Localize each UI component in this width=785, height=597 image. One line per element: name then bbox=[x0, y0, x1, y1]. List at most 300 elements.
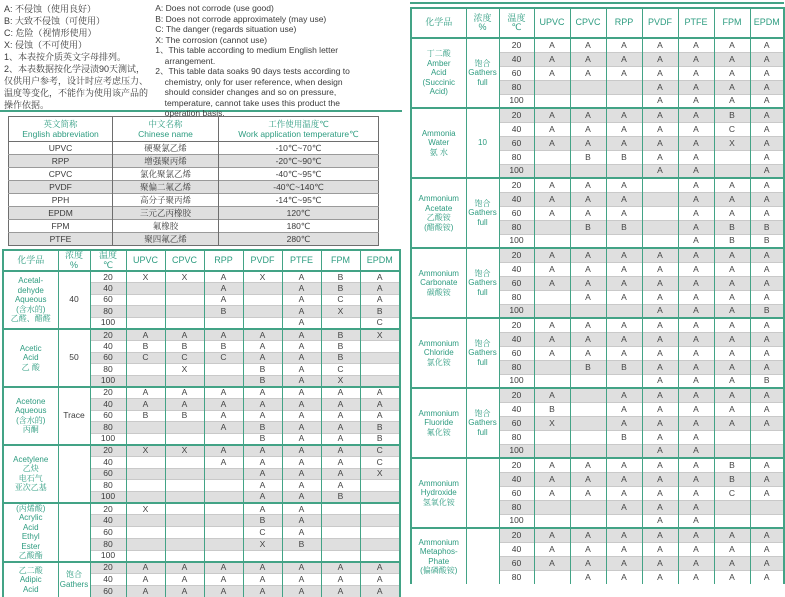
concentration-cell bbox=[466, 38, 499, 108]
rating-cell: B bbox=[321, 491, 360, 503]
rating-cell bbox=[126, 538, 165, 550]
rating-cell: A bbox=[126, 585, 165, 597]
rating-cell: A bbox=[282, 585, 321, 597]
temperature-cell: 40 bbox=[499, 52, 534, 66]
rating-cell: A bbox=[750, 290, 784, 304]
abbrev-row bbox=[9, 207, 379, 220]
rating-cell: A bbox=[678, 150, 714, 164]
rating-cell: A bbox=[243, 399, 282, 411]
header-zh: 中文名称 bbox=[148, 119, 183, 129]
header-line: UPVC bbox=[539, 17, 565, 28]
temperature-cell: 80 bbox=[90, 480, 126, 492]
rating-cell: A bbox=[204, 457, 243, 469]
rating-cell: A bbox=[642, 374, 678, 388]
rating-cell: A bbox=[678, 122, 714, 136]
rating-cell: A bbox=[678, 556, 714, 570]
rating-cell bbox=[360, 352, 400, 364]
rating-cell: A bbox=[282, 503, 321, 515]
rating-cell: A bbox=[714, 248, 750, 262]
text-line: 丙酮 bbox=[22, 425, 39, 435]
rating-cell: A bbox=[678, 472, 714, 486]
text-line: 饱合 bbox=[474, 268, 491, 278]
rating-cell: B bbox=[321, 271, 360, 283]
rating-cell: B bbox=[282, 538, 321, 550]
legend-line: A: 不侵蚀（使用良好） bbox=[4, 4, 97, 14]
rating-cell: A bbox=[750, 150, 784, 164]
rating-cell: A bbox=[204, 585, 243, 597]
rating-cell: A bbox=[750, 108, 784, 122]
rating-cell: A bbox=[606, 276, 642, 290]
rating-cell: A bbox=[534, 262, 570, 276]
rating-cell: B bbox=[321, 329, 360, 341]
chemical-column-header bbox=[411, 8, 466, 38]
temperature-cell: 100 bbox=[499, 444, 534, 458]
rating-cell bbox=[360, 341, 400, 353]
legend-line: 2、本表数据按化学浸渍90天测试， bbox=[4, 64, 146, 74]
temperature-cell: 80 bbox=[499, 570, 534, 584]
rating-cell: A bbox=[642, 500, 678, 514]
header-line: CPVC bbox=[171, 254, 197, 265]
rating-cell: A bbox=[750, 206, 784, 220]
rating-cell bbox=[606, 234, 642, 248]
header-line: 温度 bbox=[507, 12, 526, 23]
rating-cell: A bbox=[282, 271, 321, 283]
rating-cell: A bbox=[678, 262, 714, 276]
rating-cell bbox=[126, 306, 165, 318]
temperature-cell: 20 bbox=[90, 445, 126, 457]
rating-cell: A bbox=[570, 486, 606, 500]
legend-english bbox=[155, 3, 402, 118]
rating-cell bbox=[165, 433, 204, 445]
rating-cell: A bbox=[606, 528, 642, 542]
rating-cell: A bbox=[243, 585, 282, 597]
text-line: 丁二酸 bbox=[426, 49, 451, 59]
rating-cell: A bbox=[165, 573, 204, 585]
rating-cell: B bbox=[321, 352, 360, 364]
temperature-cell: 100 bbox=[499, 94, 534, 108]
rating-cell: A bbox=[321, 562, 360, 574]
rating-cell bbox=[750, 514, 784, 528]
rating-cell: A bbox=[750, 122, 784, 136]
abbrev-row bbox=[9, 168, 379, 181]
rating-cell: A bbox=[534, 248, 570, 262]
rating-cell bbox=[360, 491, 400, 503]
rating-cell: A bbox=[534, 332, 570, 346]
temperature-cell: 20 bbox=[90, 271, 126, 283]
concentration-cell bbox=[466, 108, 499, 178]
rating-cell: A bbox=[204, 387, 243, 399]
rating-cell bbox=[714, 150, 750, 164]
rating-cell: A bbox=[570, 332, 606, 346]
rating-cell bbox=[165, 526, 204, 538]
rating-cell bbox=[165, 422, 204, 434]
rating-cell: A bbox=[243, 387, 282, 399]
rating-cell: A bbox=[321, 399, 360, 411]
rating-cell: A bbox=[678, 38, 714, 52]
rating-cell bbox=[165, 538, 204, 550]
legend-line: 2、This table data soaks 90 days tests according to bbox=[155, 66, 350, 76]
rating-cell bbox=[714, 430, 750, 444]
chemical-name-cell bbox=[411, 458, 466, 528]
temperature-cell: 40 bbox=[499, 472, 534, 486]
text-line: Aqueous bbox=[14, 295, 47, 305]
concentration-cell bbox=[466, 318, 499, 388]
text-line: 饱合 bbox=[474, 408, 491, 418]
rating-cell: A bbox=[534, 122, 570, 136]
rating-cell: A bbox=[282, 468, 321, 480]
rating-cell: A bbox=[678, 94, 714, 108]
text-line: dehyde bbox=[17, 285, 44, 295]
rating-cell: A bbox=[243, 341, 282, 353]
rating-cell bbox=[570, 500, 606, 514]
rating-cell: B bbox=[204, 341, 243, 353]
rating-cell: A bbox=[282, 317, 321, 329]
rating-cell bbox=[606, 444, 642, 458]
product-column-header-fpm bbox=[714, 8, 750, 38]
rating-cell: A bbox=[321, 480, 360, 492]
rating-cell bbox=[165, 294, 204, 306]
text-line: 碳酸铵 bbox=[426, 287, 451, 297]
rating-cell: A bbox=[642, 472, 678, 486]
rating-cell bbox=[204, 317, 243, 329]
text-line: 10 bbox=[478, 138, 487, 148]
rating-cell: A bbox=[243, 468, 282, 480]
text-line: Ammonium bbox=[418, 478, 459, 488]
rating-cell: A bbox=[360, 271, 400, 283]
temperature-cell: 100 bbox=[90, 550, 126, 562]
rating-cell: C bbox=[243, 526, 282, 538]
product-column-header-cpvc bbox=[165, 250, 204, 271]
rating-cell: A bbox=[321, 422, 360, 434]
rating-cell: B bbox=[570, 360, 606, 374]
rating-cell bbox=[360, 364, 400, 376]
work-temp-cell: 180℃ bbox=[219, 220, 379, 233]
text-line: Chloride bbox=[423, 348, 454, 358]
product-column-header-upvc bbox=[126, 250, 165, 271]
rating-cell bbox=[321, 515, 360, 527]
legend-line: B: Does not corrode approximately (may use) bbox=[155, 13, 327, 24]
text-line: 乙酸酯 bbox=[18, 551, 43, 561]
rating-cell: A bbox=[360, 410, 400, 422]
chinese-name-cell: 聚偏二氟乙烯 bbox=[113, 181, 219, 194]
product-column-header-rpp bbox=[204, 250, 243, 271]
rating-cell: A bbox=[534, 178, 570, 192]
rating-cell bbox=[534, 374, 570, 388]
temperature-cell: 20 bbox=[90, 503, 126, 515]
text-line: 电石气 bbox=[18, 473, 43, 483]
legend-line: C: 危险（视情形使用） bbox=[4, 28, 97, 38]
temperature-cell: 60 bbox=[499, 136, 534, 150]
concentration-cell bbox=[58, 503, 90, 562]
rating-cell: C bbox=[126, 352, 165, 364]
rating-cell: A bbox=[642, 108, 678, 122]
rating-cell: A bbox=[165, 329, 204, 341]
rating-cell: A bbox=[750, 248, 784, 262]
rating-cell: A bbox=[642, 304, 678, 318]
rating-cell: A bbox=[606, 556, 642, 570]
rating-cell bbox=[570, 416, 606, 430]
temperature-cell: 80 bbox=[499, 80, 534, 94]
rating-cell bbox=[126, 526, 165, 538]
compatibility-table-left bbox=[2, 249, 401, 597]
rating-cell: A bbox=[282, 457, 321, 469]
rating-cell: A bbox=[126, 387, 165, 399]
text-line: Gathers bbox=[468, 208, 497, 218]
text-line: (Succinic bbox=[422, 77, 455, 87]
legend-line: A: Does not corrode (use good) bbox=[155, 3, 274, 13]
rating-cell bbox=[606, 304, 642, 318]
rating-cell bbox=[243, 294, 282, 306]
temperature-cell: 40 bbox=[90, 283, 126, 295]
rating-cell: A bbox=[678, 206, 714, 220]
abbrev-row bbox=[9, 220, 379, 233]
matrix-header-row bbox=[3, 250, 400, 271]
header-line: 化学品 bbox=[425, 17, 453, 28]
text-line: Acid bbox=[22, 522, 39, 532]
rating-cell: A bbox=[165, 562, 204, 574]
header-line: FPM bbox=[331, 254, 350, 265]
temperature-cell: 100 bbox=[499, 514, 534, 528]
rating-cell: A bbox=[714, 38, 750, 52]
rating-cell: A bbox=[360, 573, 400, 585]
temperature-cell: 20 bbox=[499, 458, 534, 472]
rating-cell: B bbox=[243, 433, 282, 445]
work-temp-cell: -20℃~90℃ bbox=[219, 155, 379, 168]
rating-cell: B bbox=[360, 306, 400, 318]
rating-cell bbox=[126, 422, 165, 434]
rating-cell: B bbox=[750, 374, 784, 388]
header-line: PTFE bbox=[684, 17, 708, 28]
rating-cell bbox=[570, 164, 606, 178]
rating-row bbox=[411, 108, 784, 122]
rating-cell: B bbox=[360, 433, 400, 445]
rating-cell: A bbox=[750, 472, 784, 486]
text-line: Fluoride bbox=[424, 418, 454, 428]
rating-cell bbox=[534, 164, 570, 178]
rating-cell: A bbox=[282, 387, 321, 399]
rating-cell: A bbox=[750, 276, 784, 290]
text-line: full bbox=[477, 287, 488, 297]
rating-cell bbox=[126, 375, 165, 387]
left-matrix-wrap bbox=[2, 249, 402, 597]
rating-cell: C bbox=[204, 352, 243, 364]
temperature-cell: 60 bbox=[90, 352, 126, 364]
temperature-cell: 40 bbox=[499, 192, 534, 206]
rating-cell bbox=[360, 526, 400, 538]
rating-cell: B bbox=[321, 341, 360, 353]
rating-cell: X bbox=[126, 271, 165, 283]
rating-cell: A bbox=[606, 486, 642, 500]
rating-cell bbox=[360, 550, 400, 562]
rating-cell: A bbox=[534, 206, 570, 220]
rating-cell: A bbox=[570, 472, 606, 486]
rating-row bbox=[411, 458, 784, 472]
rating-cell: A bbox=[534, 52, 570, 66]
rating-cell: B bbox=[243, 422, 282, 434]
temperature-cell: 80 bbox=[499, 430, 534, 444]
chemical-name-cell bbox=[3, 329, 58, 387]
abbrev-cell: EPDM bbox=[9, 207, 113, 220]
rating-cell: C bbox=[360, 317, 400, 329]
rating-row bbox=[3, 562, 400, 574]
rating-cell bbox=[165, 317, 204, 329]
rating-cell: A bbox=[642, 94, 678, 108]
rating-cell: B bbox=[243, 364, 282, 376]
rating-cell bbox=[321, 503, 360, 515]
rating-cell: A bbox=[642, 276, 678, 290]
rating-cell bbox=[204, 491, 243, 503]
product-column-header-epdm bbox=[750, 8, 784, 38]
rating-cell: B bbox=[165, 341, 204, 353]
rating-cell: A bbox=[642, 52, 678, 66]
text-line: Carbonate bbox=[420, 278, 458, 288]
legend-line: B: 大致不侵蚀（可使用） bbox=[4, 16, 106, 26]
concentration-column-header bbox=[466, 8, 499, 38]
work-temp-cell: -40℃~95℃ bbox=[219, 168, 379, 181]
temperature-column-header bbox=[499, 8, 534, 38]
rating-cell: A bbox=[534, 542, 570, 556]
rating-cell: A bbox=[714, 178, 750, 192]
rating-cell: A bbox=[321, 433, 360, 445]
rating-cell: A bbox=[714, 570, 750, 584]
compatibility-table-right bbox=[410, 7, 785, 584]
header-line: ℃ bbox=[102, 259, 114, 270]
abbrev-cell: PVDF bbox=[9, 181, 113, 194]
rating-cell: A bbox=[282, 410, 321, 422]
abbrev-row bbox=[9, 155, 379, 168]
text-line: Ammonium bbox=[418, 338, 459, 348]
rating-cell: B bbox=[606, 360, 642, 374]
rating-cell bbox=[126, 283, 165, 295]
temperature-cell: 20 bbox=[499, 318, 534, 332]
rating-cell: A bbox=[678, 248, 714, 262]
text-line: Aqueous bbox=[14, 406, 47, 416]
rating-cell bbox=[243, 550, 282, 562]
header-line: 温度 bbox=[98, 250, 117, 260]
chinese-name-cell: 高分子聚丙烯 bbox=[113, 194, 219, 207]
rating-cell: A bbox=[606, 248, 642, 262]
text-line: full bbox=[477, 357, 488, 367]
rating-cell: A bbox=[570, 248, 606, 262]
rating-cell: A bbox=[606, 136, 642, 150]
rating-cell: A bbox=[750, 416, 784, 430]
temperature-cell: 80 bbox=[499, 360, 534, 374]
legend-line: 温度等变化，不能作为使用该产品的 bbox=[4, 88, 149, 98]
rating-cell: A bbox=[606, 262, 642, 276]
rating-cell: A bbox=[714, 94, 750, 108]
rating-cell: A bbox=[678, 416, 714, 430]
rating-cell: A bbox=[642, 388, 678, 402]
rating-cell bbox=[360, 480, 400, 492]
temperature-cell: 100 bbox=[499, 234, 534, 248]
chinese-name-cell: 增强聚丙烯 bbox=[113, 155, 219, 168]
rating-cell: A bbox=[714, 528, 750, 542]
temperature-cell: 40 bbox=[499, 262, 534, 276]
rating-cell: A bbox=[360, 585, 400, 597]
chemical-name-cell bbox=[3, 562, 58, 597]
rating-cell: A bbox=[678, 430, 714, 444]
rating-cell bbox=[534, 360, 570, 374]
rating-cell: A bbox=[570, 108, 606, 122]
rating-cell bbox=[606, 94, 642, 108]
product-column-header-ptfe bbox=[282, 250, 321, 271]
header-line: RPP bbox=[214, 254, 233, 265]
rating-cell: A bbox=[534, 318, 570, 332]
rating-cell bbox=[570, 94, 606, 108]
rating-cell bbox=[534, 150, 570, 164]
product-column-header-pvdf bbox=[243, 250, 282, 271]
work-temp-cell: 120℃ bbox=[219, 207, 379, 220]
rating-cell: A bbox=[642, 38, 678, 52]
rating-cell: A bbox=[678, 486, 714, 500]
temperature-cell: 100 bbox=[499, 164, 534, 178]
rating-cell: X bbox=[321, 375, 360, 387]
legend-line: C: The danger (regards situation use) bbox=[155, 24, 297, 34]
rating-cell: A bbox=[606, 542, 642, 556]
rating-cell bbox=[606, 374, 642, 388]
header-line: RPP bbox=[614, 17, 634, 28]
chemical-name-cell bbox=[411, 528, 466, 584]
product-column-header-upvc bbox=[534, 8, 570, 38]
rating-cell: A bbox=[714, 192, 750, 206]
rating-cell bbox=[126, 433, 165, 445]
text-line: Acid bbox=[22, 353, 39, 363]
temperature-cell: 100 bbox=[90, 433, 126, 445]
rating-cell: A bbox=[678, 276, 714, 290]
concentration-cell bbox=[58, 387, 90, 445]
rating-cell: A bbox=[642, 318, 678, 332]
rating-row bbox=[3, 271, 400, 283]
rating-cell: A bbox=[642, 360, 678, 374]
temperature-cell: 20 bbox=[90, 387, 126, 399]
text-line: Ammonium bbox=[418, 194, 459, 203]
rating-cell: C bbox=[165, 352, 204, 364]
rating-cell: A bbox=[360, 562, 400, 574]
rating-cell: A bbox=[360, 399, 400, 411]
rating-cell: B bbox=[714, 458, 750, 472]
rating-cell: A bbox=[750, 94, 784, 108]
header-line: CPVC bbox=[575, 17, 601, 28]
rating-cell: A bbox=[678, 108, 714, 122]
rating-cell: X bbox=[165, 271, 204, 283]
concentration-cell bbox=[466, 458, 499, 528]
text-line: 40 bbox=[69, 294, 79, 305]
rating-cell: A bbox=[360, 283, 400, 295]
rating-cell: X bbox=[165, 445, 204, 457]
rating-cell: A bbox=[750, 542, 784, 556]
rating-cell: B bbox=[606, 430, 642, 444]
concentration-cell bbox=[466, 178, 499, 248]
rating-cell: A bbox=[570, 66, 606, 80]
rating-row bbox=[3, 329, 400, 341]
rating-cell bbox=[126, 550, 165, 562]
rating-cell: A bbox=[570, 136, 606, 150]
rating-cell: A bbox=[642, 542, 678, 556]
abbreviation-table bbox=[8, 116, 379, 246]
product-column-header-fpm bbox=[321, 250, 360, 271]
rating-cell bbox=[750, 430, 784, 444]
temperature-cell: 20 bbox=[499, 108, 534, 122]
rating-cell: A bbox=[642, 486, 678, 500]
chemical-name-cell bbox=[411, 248, 466, 318]
rating-cell bbox=[360, 375, 400, 387]
abbrev-column-header bbox=[113, 117, 219, 142]
rating-cell: A bbox=[282, 445, 321, 457]
rating-cell: A bbox=[642, 514, 678, 528]
rating-cell: A bbox=[282, 562, 321, 574]
legend-line: arrangement. bbox=[155, 55, 216, 66]
rating-cell bbox=[570, 374, 606, 388]
